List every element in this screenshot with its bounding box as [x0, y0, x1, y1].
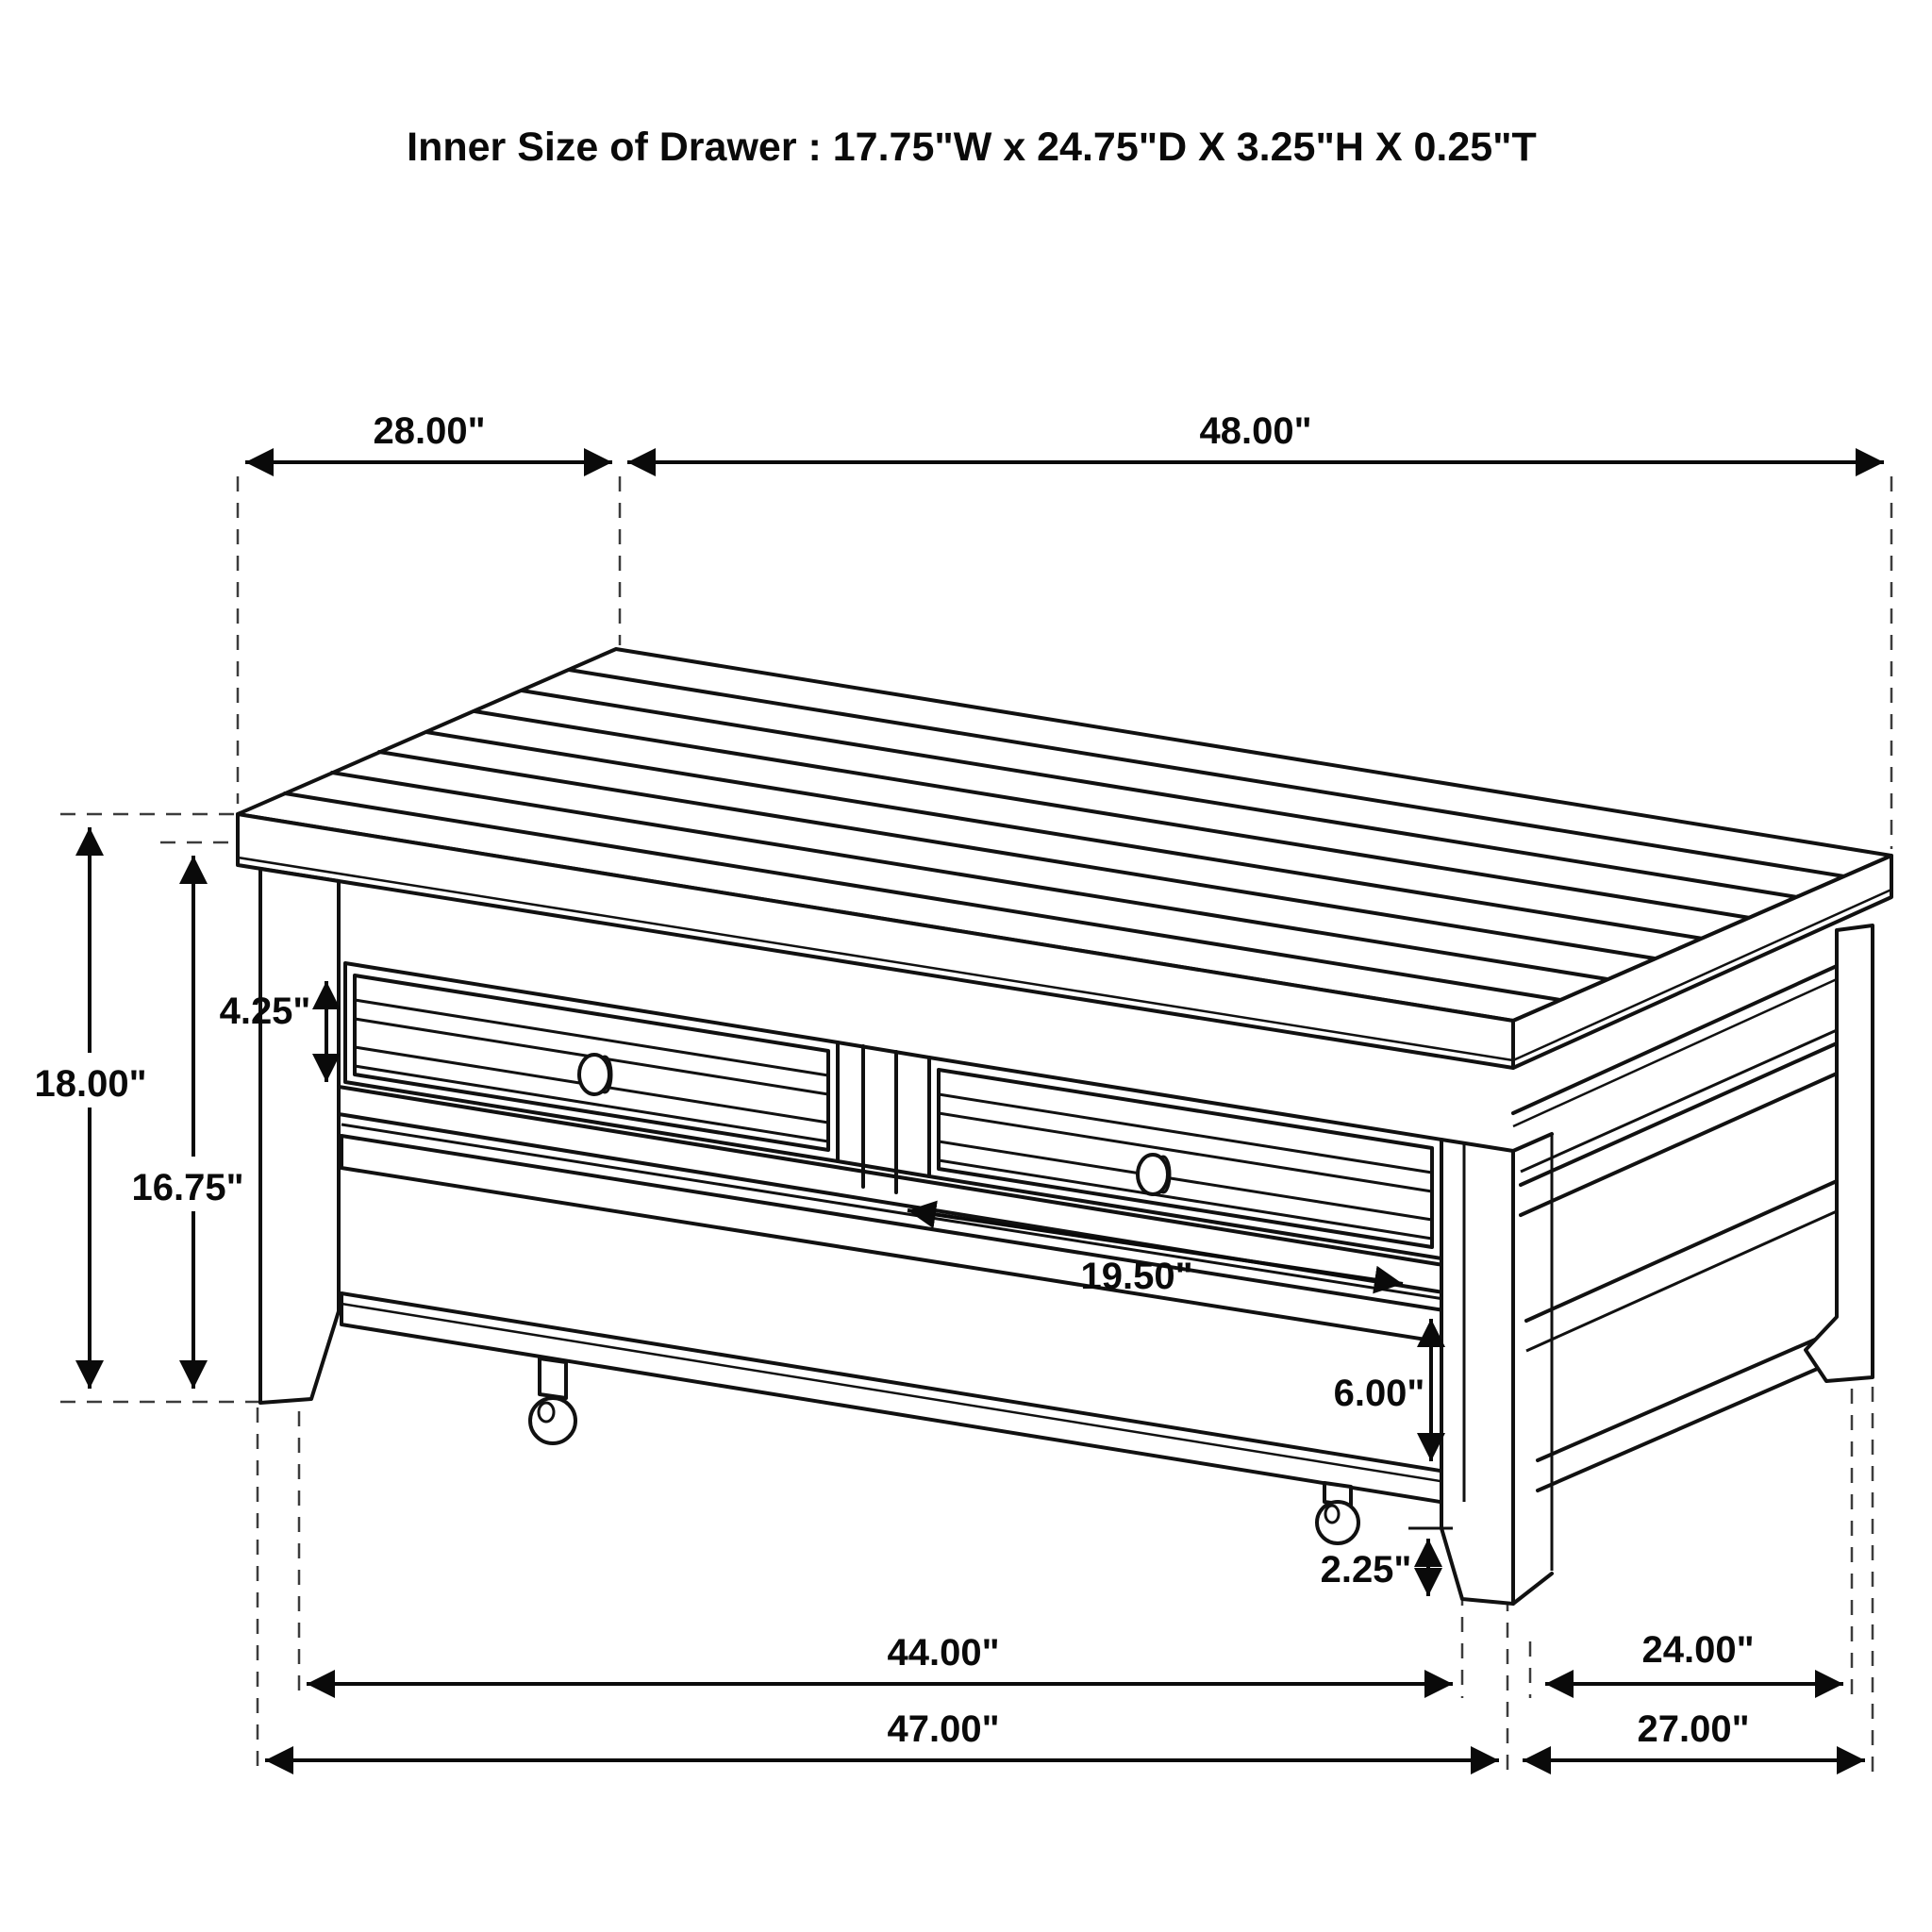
dim-label-base-width-inner: 44.00" [887, 1632, 1000, 1674]
dim-label-drawer-height: 4.25" [219, 991, 311, 1032]
drawer-left-knob [579, 1055, 609, 1094]
dim-label-drawer-width: 19.50" [1080, 1256, 1193, 1297]
bottom-rail [341, 1293, 1457, 1505]
page-title: Inner Size of Drawer : 17.75"W x 24.75"D X 3.25"H X 0.25"T [407, 125, 1537, 170]
dim-label-floor-clearance: 2.25" [1320, 1549, 1412, 1591]
dim-label-base-depth-outer: 27.00" [1637, 1708, 1750, 1750]
dim-label-shelf-opening: 6.00" [1333, 1373, 1425, 1414]
dim-label-base-width-outer: 47.00" [887, 1708, 1000, 1750]
front-left-leg [260, 869, 339, 1403]
front-right-leg [1441, 1134, 1552, 1604]
caster-right [1317, 1483, 1358, 1543]
table-drawing [238, 649, 1891, 1604]
dim-label-base-depth-inner: 24.00" [1641, 1629, 1755, 1671]
caster-left [530, 1358, 575, 1443]
dim-label-top-width: 48.00" [1199, 410, 1312, 452]
drawer-right-knob [1138, 1155, 1168, 1194]
dim-label-under-top-height: 16.75" [131, 1167, 244, 1208]
dim-label-overall-height: 18.00" [34, 1063, 147, 1105]
back-right-leg [1806, 925, 1873, 1381]
dim-label-top-depth: 28.00" [373, 410, 486, 452]
